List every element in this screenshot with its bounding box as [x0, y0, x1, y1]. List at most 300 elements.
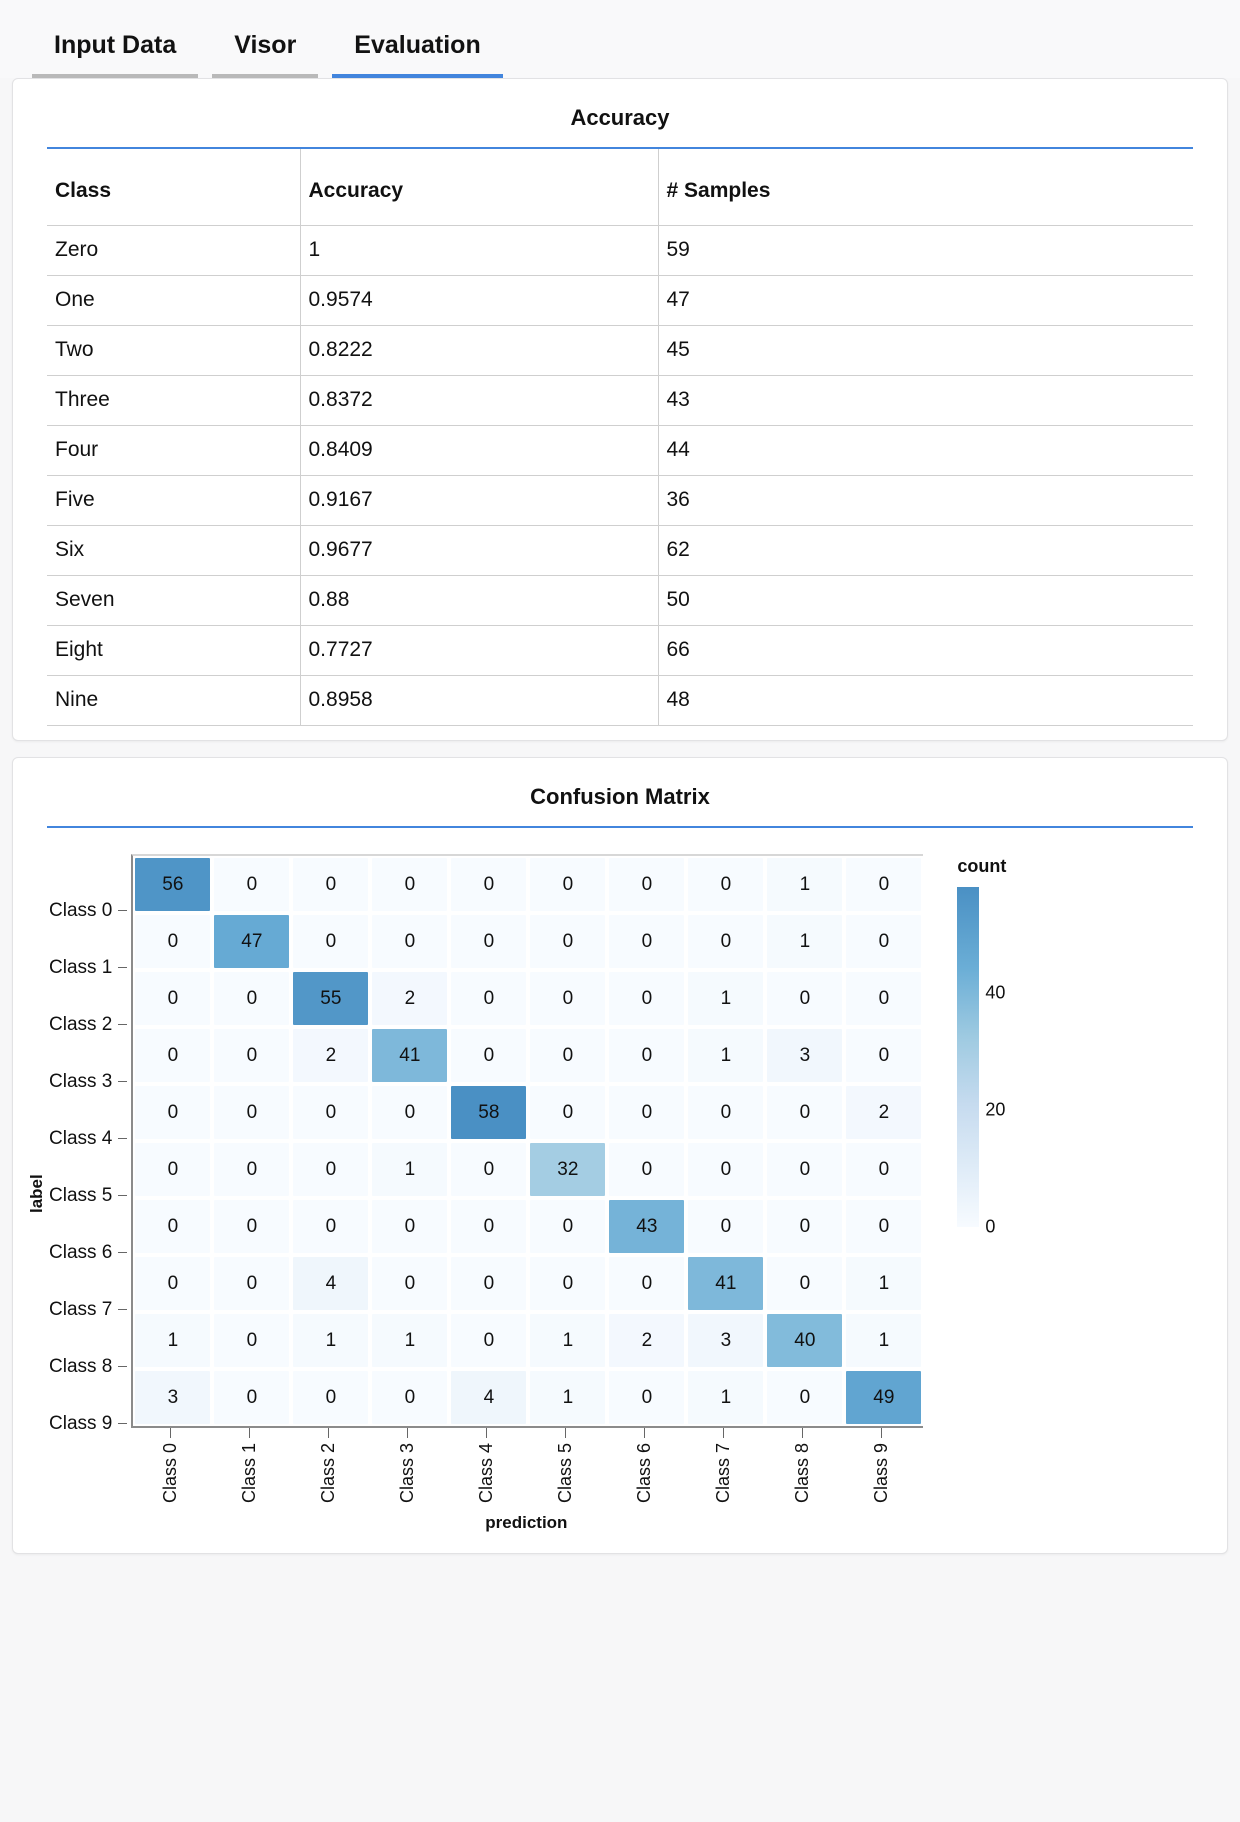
y-tick-mark — [118, 1195, 127, 1196]
heatmap-cell[interactable] — [844, 1027, 923, 1084]
heatmap-cell[interactable] — [133, 970, 212, 1027]
heatmap-cell-value: 0 — [720, 1158, 732, 1180]
heatmap-cell[interactable] — [607, 856, 686, 913]
heatmap-cell[interactable] — [370, 1084, 449, 1141]
heatmap-cell-value: 0 — [167, 1272, 179, 1294]
heatmap-cell-value: 1 — [799, 930, 811, 952]
heatmap-cell-value: 0 — [641, 1044, 653, 1066]
heatmap-cell[interactable] — [844, 1198, 923, 1255]
heatmap-cell[interactable] — [686, 970, 765, 1027]
heatmap-cell[interactable] — [765, 913, 844, 970]
heatmap-cell[interactable] — [370, 1369, 449, 1426]
heatmap-cell-value: 0 — [404, 930, 416, 952]
accuracy-table — [47, 149, 1193, 726]
heatmap-cell-value: 0 — [878, 930, 890, 952]
heatmap-cell[interactable] — [528, 1027, 607, 1084]
y-tick-label — [49, 1395, 131, 1452]
heatmap-cell[interactable] — [607, 1255, 686, 1312]
heatmap-cell[interactable] — [686, 1369, 765, 1426]
y-tick-label — [49, 1224, 131, 1281]
samples-cell: 36 — [658, 476, 1193, 526]
heatmap-cell[interactable] — [291, 913, 370, 970]
tab-visor[interactable]: Visor — [212, 33, 318, 78]
heatmap-cell[interactable] — [607, 1141, 686, 1198]
heatmap-cell[interactable] — [528, 1369, 607, 1426]
heatmap-cell-value: 0 — [483, 930, 495, 952]
accuracy-cell: 1 — [300, 226, 658, 276]
colorbar-tick: 20 — [985, 1099, 1006, 1120]
heatmap-cell[interactable] — [212, 913, 291, 970]
y-tick-label-text: Class 3 — [49, 1070, 113, 1092]
x-tick-label: Class 9 — [871, 1443, 892, 1504]
x-tick — [526, 1428, 605, 1503]
heatmap-cell[interactable] — [370, 1198, 449, 1255]
heatmap-cell[interactable] — [370, 1312, 449, 1369]
heatmap-cell-value: 0 — [246, 1272, 258, 1294]
heatmap-cell-value: 0 — [167, 1158, 179, 1180]
heatmap-cell-value: 0 — [167, 1101, 179, 1123]
x-tick-mark — [802, 1428, 803, 1438]
heatmap-cell[interactable] — [133, 1198, 212, 1255]
heatmap-cell[interactable] — [607, 1084, 686, 1141]
table-row — [47, 276, 1193, 326]
heatmap-cell-value: 0 — [799, 1101, 811, 1123]
heatmap-cell-value: 4 — [325, 1272, 337, 1294]
heatmap-cell[interactable] — [449, 856, 528, 913]
x-tick — [842, 1428, 921, 1503]
y-axis-tick-labels — [49, 854, 131, 1533]
y-tick-label-text: Class 2 — [49, 1013, 113, 1035]
heatmap-cell[interactable] — [291, 1312, 370, 1369]
heatmap-cell-value: 0 — [404, 1272, 416, 1294]
class-cell: Six — [47, 526, 300, 576]
heatmap-cell[interactable] — [528, 970, 607, 1027]
confusion-matrix-card — [12, 757, 1228, 1554]
accuracy-cell: 0.88 — [300, 576, 658, 626]
table-row — [47, 376, 1193, 426]
samples-cell: 59 — [658, 226, 1193, 276]
confusion-matrix-plot — [13, 828, 1227, 1539]
x-tick-label: Class 3 — [397, 1443, 418, 1504]
heatmap-cell-value: 0 — [641, 1158, 653, 1180]
heatmap-cell-value: 1 — [799, 873, 811, 895]
x-tick-mark — [170, 1428, 171, 1438]
heatmap-cell-value: 0 — [483, 1272, 495, 1294]
heatmap-cell[interactable] — [291, 1198, 370, 1255]
colorbar-tick: 0 — [985, 1216, 996, 1237]
colorbar-legend — [957, 854, 1025, 1533]
heatmap-cell-value: 0 — [562, 1101, 574, 1123]
accuracy-table-header-row — [47, 149, 1193, 226]
accuracy-cell: 0.8222 — [300, 326, 658, 376]
tab-input-data[interactable]: Input Data — [32, 33, 198, 78]
heatmap-cell[interactable] — [607, 1027, 686, 1084]
y-tick-label-text: Class 0 — [49, 899, 113, 921]
heatmap-cell[interactable] — [528, 1141, 607, 1198]
heatmap-cell-value: 1 — [562, 1329, 574, 1351]
column-header-class: Class — [47, 149, 300, 226]
heatmap-cell[interactable] — [449, 1312, 528, 1369]
heatmap-cell-value: 0 — [562, 873, 574, 895]
accuracy-cell: 0.7727 — [300, 626, 658, 676]
heatmap-cell-value: 0 — [325, 1158, 337, 1180]
heatmap-cell-value: 0 — [325, 1386, 337, 1408]
heatmap-cell-value: 0 — [562, 1044, 574, 1066]
y-tick-label-text: Class 1 — [49, 956, 113, 978]
accuracy-cell: 0.8372 — [300, 376, 658, 426]
heatmap-cell-value: 0 — [483, 1044, 495, 1066]
x-tick — [447, 1428, 526, 1503]
heatmap-cell-value: 0 — [246, 1044, 258, 1066]
heatmap-cell-value: 1 — [404, 1158, 416, 1180]
y-tick-mark — [118, 1081, 127, 1082]
table-row — [47, 476, 1193, 526]
column-header-samples: # Samples — [666, 179, 771, 202]
x-tick-label: Class 5 — [555, 1443, 576, 1504]
heatmap-cell-value: 43 — [636, 1215, 658, 1237]
axis-label-y: label — [27, 1174, 46, 1213]
heatmap-cell-value: 3 — [167, 1386, 179, 1408]
heatmap-cell-value: 32 — [557, 1158, 579, 1180]
heatmap-cell[interactable] — [765, 970, 844, 1027]
y-tick-mark — [118, 967, 127, 968]
heatmap-cell[interactable] — [607, 913, 686, 970]
heatmap-cell[interactable] — [212, 1141, 291, 1198]
heatmap-cell[interactable] — [765, 856, 844, 913]
tab-spacer-2 — [318, 58, 332, 78]
class-cell: Five — [47, 476, 300, 526]
class-cell: Nine — [47, 676, 300, 726]
table-row — [47, 676, 1193, 726]
colorbar-title: count — [957, 856, 1007, 876]
samples-cell: 44 — [658, 426, 1193, 476]
y-tick-label-text: Class 6 — [49, 1241, 113, 1263]
heatmap-cell-value: 0 — [878, 987, 890, 1009]
heatmap-cell[interactable] — [370, 970, 449, 1027]
heatmap-cell-value: 0 — [562, 1215, 574, 1237]
y-tick-label — [49, 1110, 131, 1167]
heatmap-cell[interactable] — [212, 970, 291, 1027]
heatmap-cell[interactable] — [449, 970, 528, 1027]
heatmap-cell[interactable] — [686, 1084, 765, 1141]
heatmap-cell[interactable] — [133, 1141, 212, 1198]
class-cell: One — [47, 276, 300, 326]
table-row — [47, 526, 1193, 576]
x-tick-label: Class 4 — [476, 1443, 497, 1504]
table-row — [47, 226, 1193, 276]
colorbar-body — [957, 887, 1025, 1237]
heatmap-cell[interactable] — [607, 1312, 686, 1369]
heatmap-cell-value: 1 — [878, 1329, 890, 1351]
y-tick-label — [49, 1053, 131, 1110]
heatmap-cell[interactable] — [844, 1369, 923, 1426]
x-tick-label: Class 0 — [160, 1443, 181, 1504]
heatmap-cell-value: 0 — [878, 1158, 890, 1180]
heatmap-cell[interactable] — [528, 856, 607, 913]
heatmap-cell-value: 0 — [562, 987, 574, 1009]
heatmap-cell-value: 0 — [246, 1329, 258, 1351]
x-tick-mark — [565, 1428, 566, 1438]
heatmap-cell[interactable] — [449, 1369, 528, 1426]
heatmap-cell[interactable] — [686, 1255, 765, 1312]
heatmap-cell-value: 2 — [641, 1329, 653, 1351]
heatmap-cell[interactable] — [212, 1312, 291, 1369]
heatmap-cell[interactable] — [212, 1027, 291, 1084]
heatmap-cell[interactable] — [291, 856, 370, 913]
y-tick-label-text: Class 7 — [49, 1298, 113, 1320]
samples-cell: 45 — [658, 326, 1193, 376]
heatmap-cell-value: 0 — [799, 1386, 811, 1408]
x-tick — [605, 1428, 684, 1503]
heatmap-cell[interactable] — [765, 1198, 844, 1255]
heatmap-cell[interactable] — [449, 1255, 528, 1312]
y-tick-mark — [118, 1252, 127, 1253]
heatmap-cell-value: 0 — [799, 1215, 811, 1237]
heatmap-cell-value: 3 — [720, 1329, 732, 1351]
heatmap-cell-value: 0 — [483, 1158, 495, 1180]
heatmap-cell[interactable] — [370, 856, 449, 913]
samples-cell: 48 — [658, 676, 1193, 726]
heatmap-cell-value: 0 — [641, 930, 653, 952]
heatmap-cell-value: 0 — [720, 1101, 732, 1123]
x-tick — [131, 1428, 210, 1503]
heatmap-cell-value: 1 — [720, 1044, 732, 1066]
x-tick-label: Class 2 — [318, 1443, 339, 1504]
heatmap-cell-value: 0 — [720, 1215, 732, 1237]
accuracy-card — [12, 78, 1228, 741]
heatmap-cell[interactable] — [528, 913, 607, 970]
heatmap-cell[interactable] — [765, 1312, 844, 1369]
heatmap-cell-value: 1 — [562, 1386, 574, 1408]
class-cell: Seven — [47, 576, 300, 626]
table-row — [47, 626, 1193, 676]
heatmap-cell-value: 2 — [404, 987, 416, 1009]
heatmap-cell-value: 0 — [483, 1329, 495, 1351]
heatmap-cell[interactable] — [686, 1198, 765, 1255]
heatmap-cell[interactable] — [212, 856, 291, 913]
x-tick-mark — [407, 1428, 408, 1438]
heatmap-cell[interactable] — [686, 856, 765, 913]
y-tick-label — [49, 1281, 131, 1338]
y-tick-mark — [118, 1024, 127, 1025]
heatmap-cell[interactable] — [449, 1198, 528, 1255]
heatmap-cell[interactable] — [765, 1255, 844, 1312]
heatmap-cell-value: 1 — [167, 1329, 179, 1351]
heatmap-cell[interactable] — [133, 1027, 212, 1084]
x-tick-mark — [881, 1428, 882, 1438]
heatmap-cell[interactable] — [449, 1141, 528, 1198]
y-tick-mark — [118, 910, 127, 911]
x-tick-label: Class 7 — [713, 1443, 734, 1504]
heatmap-cell-value: 0 — [167, 987, 179, 1009]
accuracy-cell: 0.8409 — [300, 426, 658, 476]
heatmap-cell[interactable] — [528, 1084, 607, 1141]
samples-cell: 66 — [658, 626, 1193, 676]
x-tick-mark — [486, 1428, 487, 1438]
heatmap-cell[interactable] — [844, 1084, 923, 1141]
heatmap-cell-value: 2 — [325, 1044, 337, 1066]
heatmap-cell-value: 0 — [878, 1215, 890, 1237]
heatmap-cell[interactable] — [765, 1141, 844, 1198]
y-tick-label-text: Class 4 — [49, 1127, 113, 1149]
heatmap-cell[interactable] — [212, 1369, 291, 1426]
heatmap-cell[interactable] — [844, 1141, 923, 1198]
heatmap-cell-value: 4 — [483, 1386, 495, 1408]
heatmap-cell[interactable] — [449, 1027, 528, 1084]
x-tick — [684, 1428, 763, 1503]
accuracy-cell: 0.9677 — [300, 526, 658, 576]
samples-cell: 50 — [658, 576, 1193, 626]
heatmap-cell[interactable] — [844, 1312, 923, 1369]
heatmap-cell-value: 41 — [399, 1044, 421, 1066]
heatmap-cell-value: 0 — [246, 987, 258, 1009]
y-tick-label — [49, 939, 131, 996]
heatmap-cell[interactable] — [370, 1255, 449, 1312]
x-tick — [763, 1428, 842, 1503]
heatmap-cell[interactable] — [528, 1312, 607, 1369]
heatmap-cell-value: 0 — [246, 1386, 258, 1408]
heatmap-cell-value: 1 — [878, 1272, 890, 1294]
axis-label-x: prediction — [485, 1513, 568, 1533]
y-tick-mark — [118, 1309, 127, 1310]
heatmap-cell[interactable] — [133, 1369, 212, 1426]
heatmap-cell[interactable] — [686, 1141, 765, 1198]
heatmap-cell[interactable] — [844, 856, 923, 913]
heatmap-cell[interactable] — [291, 1255, 370, 1312]
heatmap-cell-value: 0 — [641, 1272, 653, 1294]
heatmap-cell[interactable] — [607, 1369, 686, 1426]
heatmap-cell[interactable] — [133, 913, 212, 970]
heatmap-cell[interactable] — [844, 913, 923, 970]
tab-bar — [0, 0, 1240, 78]
heatmap-cell-value: 55 — [320, 987, 342, 1009]
heatmap-cell-value: 0 — [325, 1101, 337, 1123]
heatmap-cell-value: 0 — [325, 873, 337, 895]
heatmap-cell-value: 0 — [799, 1272, 811, 1294]
x-tick-label: Class 6 — [634, 1443, 655, 1504]
heatmap-cell[interactable] — [133, 856, 212, 913]
heatmap-cell[interactable] — [607, 970, 686, 1027]
heatmap-cell-value: 0 — [641, 1386, 653, 1408]
heatmap-cell[interactable] — [528, 1255, 607, 1312]
heatmap-cell[interactable] — [449, 1084, 528, 1141]
samples-cell: 62 — [658, 526, 1193, 576]
heatmap-cell-value: 0 — [720, 930, 732, 952]
x-axis-tick-labels — [131, 1428, 923, 1503]
heatmap-cell[interactable] — [291, 1027, 370, 1084]
heatmap-cell-value: 0 — [404, 1386, 416, 1408]
heatmap-cell-value: 0 — [246, 1101, 258, 1123]
x-tick — [210, 1428, 289, 1503]
heatmap-cell[interactable] — [370, 913, 449, 970]
colorbar-tick: 40 — [985, 982, 1006, 1003]
heatmap-cell[interactable] — [686, 1027, 765, 1084]
heatmap-cell-value: 41 — [715, 1272, 737, 1294]
heatmap-cell[interactable] — [686, 1312, 765, 1369]
heatmap-cell[interactable] — [370, 1027, 449, 1084]
heatmap-cell[interactable] — [212, 1084, 291, 1141]
class-cell: Two — [47, 326, 300, 376]
heatmap-cell-value: 0 — [167, 1044, 179, 1066]
heatmap-cell-value: 47 — [241, 930, 263, 952]
tab-spacer-1 — [198, 58, 212, 78]
heatmap-cell-value: 0 — [404, 1101, 416, 1123]
accuracy-cell: 0.9574 — [300, 276, 658, 326]
x-tick — [368, 1428, 447, 1503]
x-tick-label: Class 8 — [792, 1443, 813, 1504]
x-tick — [289, 1428, 368, 1503]
heatmap-grid — [131, 854, 923, 1428]
heatmap-cell[interactable] — [291, 1369, 370, 1426]
table-row — [47, 326, 1193, 376]
heatmap-cell[interactable] — [765, 1027, 844, 1084]
accuracy-card-title: Accuracy — [570, 105, 670, 130]
heatmap-cell[interactable] — [133, 1084, 212, 1141]
heatmap-cell[interactable] — [291, 970, 370, 1027]
heatmap-cell[interactable] — [765, 1084, 844, 1141]
heatmap-cell[interactable] — [844, 970, 923, 1027]
heatmap-cell[interactable] — [370, 1141, 449, 1198]
heatmap-cell-value: 0 — [641, 987, 653, 1009]
y-tick-label — [49, 882, 131, 939]
heatmap-cell-value: 58 — [478, 1101, 500, 1123]
heatmap-cell[interactable] — [291, 1141, 370, 1198]
heatmap-cell[interactable] — [133, 1255, 212, 1312]
tab-evaluation[interactable]: Evaluation — [332, 33, 502, 78]
heatmap-cell-value: 0 — [483, 873, 495, 895]
heatmap-cell-value: 49 — [873, 1386, 895, 1408]
heatmap-cell-value: 0 — [167, 1215, 179, 1237]
heatmap-cell[interactable] — [212, 1255, 291, 1312]
heatmap-cell-value: 0 — [246, 1158, 258, 1180]
heatmap-cell-value: 56 — [162, 873, 184, 895]
y-tick-label-text: Class 8 — [49, 1355, 113, 1377]
samples-cell: 47 — [658, 276, 1193, 326]
x-tick-label: Class 1 — [239, 1443, 260, 1504]
heatmap-cell[interactable] — [765, 1369, 844, 1426]
heatmap-cell[interactable] — [133, 1312, 212, 1369]
y-tick-mark — [118, 1423, 127, 1424]
heatmap-cell-value: 0 — [878, 1044, 890, 1066]
accuracy-cell: 0.8958 — [300, 676, 658, 726]
x-tick-mark — [328, 1428, 329, 1438]
heatmap-cell-value: 0 — [246, 873, 258, 895]
heatmap-cell-value: 0 — [562, 930, 574, 952]
heatmap-cell-value: 0 — [246, 1215, 258, 1237]
y-tick-label — [49, 996, 131, 1053]
heatmap-cell-value: 0 — [641, 873, 653, 895]
table-row — [47, 426, 1193, 476]
heatmap-cell-value: 40 — [794, 1329, 816, 1351]
heatmap-cell-value: 0 — [404, 873, 416, 895]
y-tick-label-text: Class 9 — [49, 1412, 113, 1434]
heatmap-cell[interactable] — [291, 1084, 370, 1141]
y-tick-label-text: Class 5 — [49, 1184, 113, 1206]
accuracy-table-body — [47, 226, 1193, 726]
column-header-accuracy: Accuracy — [300, 149, 658, 226]
y-tick-label — [49, 1167, 131, 1224]
heatmap-cell-value: 0 — [562, 1272, 574, 1294]
heatmap-cell[interactable] — [686, 913, 765, 970]
heatmap-cell[interactable] — [528, 1198, 607, 1255]
y-tick-mark — [118, 1138, 127, 1139]
heatmap-cell[interactable] — [844, 1255, 923, 1312]
heatmap-cell[interactable] — [607, 1198, 686, 1255]
x-tick-mark — [249, 1428, 250, 1438]
heatmap-cell[interactable] — [212, 1198, 291, 1255]
heatmap-cell[interactable] — [449, 913, 528, 970]
heatmap-cell-value: 1 — [720, 987, 732, 1009]
